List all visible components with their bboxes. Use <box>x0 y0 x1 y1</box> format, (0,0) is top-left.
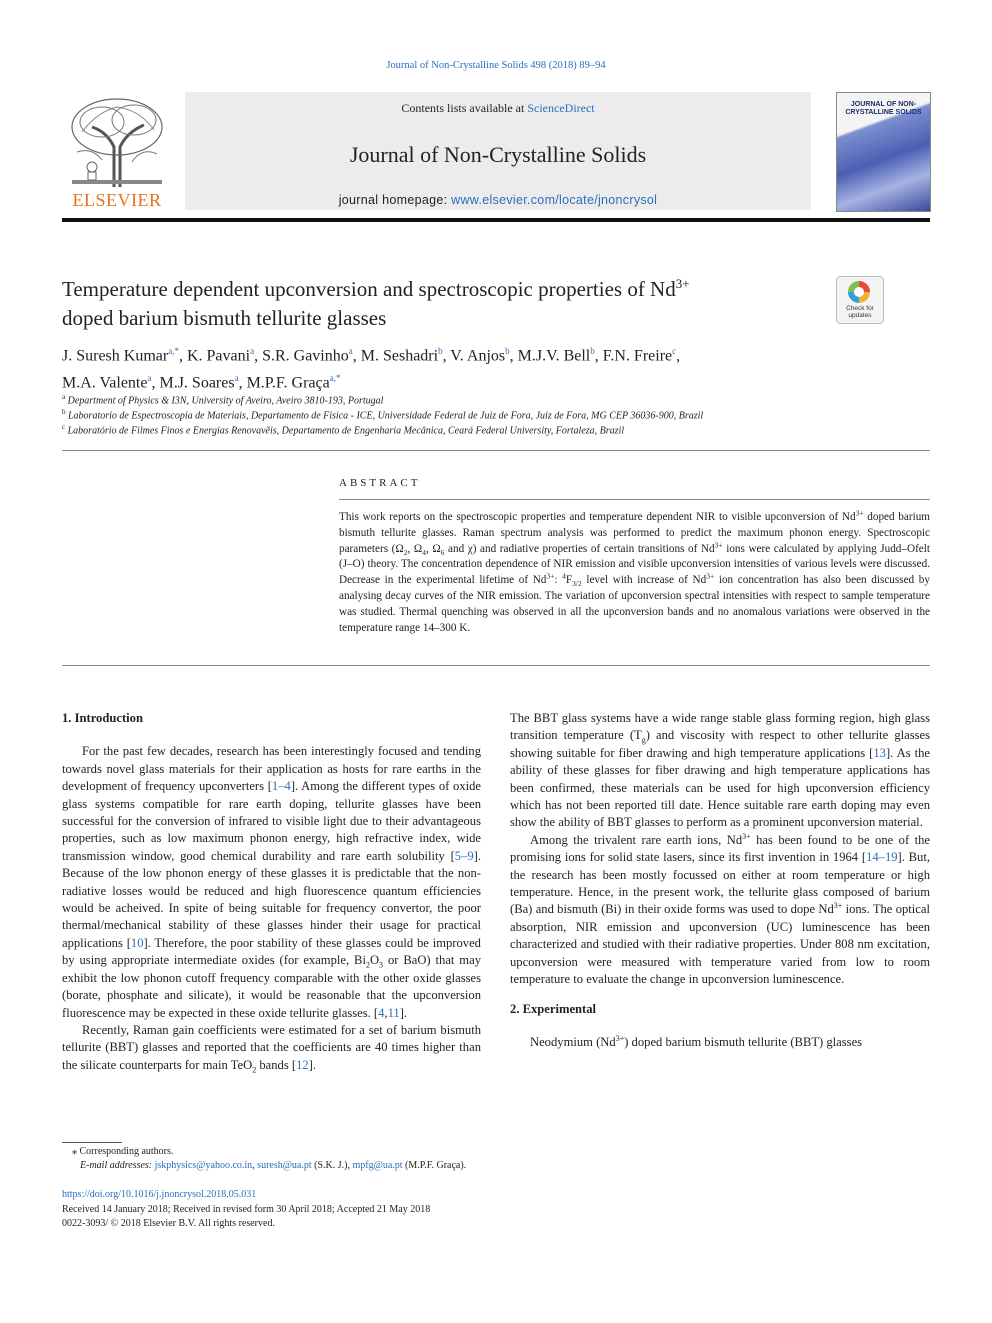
reference-link[interactable]: 12 <box>296 1057 309 1072</box>
email-link[interactable]: suresh@ua.pt <box>257 1160 312 1171</box>
reference-link[interactable]: 10 <box>130 935 144 950</box>
reference-link[interactable]: 1–4 <box>271 779 291 794</box>
homepage-link[interactable]: www.elsevier.com/locate/jnoncrysol <box>451 193 658 207</box>
author-affiliation-mark[interactable]: a,* <box>168 346 179 356</box>
abstract-rule <box>339 499 930 500</box>
author-affiliation-mark[interactable]: a <box>250 346 255 356</box>
reference-link[interactable]: 5–9 <box>454 848 474 863</box>
intro-paragraph-3: The BBT glass systems have a wide range stable glass forming region, high glass transition temperature $(T_g)$ and viscosity with respect to other tellurite glasses showing suitable for fiber drawing and high temperature applications [13]. As the ability of these glasses for fiber drawing and high temperature applications has been confirmed, these materials can be used for high upconversion efficiency which has not been reported till date. Hence suitable rare earth doping may even show the ability of BBT glasses to perform as a prominent upconversion material. <box>510 711 931 830</box>
author-name: M.J.V. Bell <box>517 347 591 365</box>
affiliation-b <box>62 408 922 421</box>
author-name: V. Anjos <box>450 347 506 365</box>
received-dates: Received 14 January 2018; Received in revised form 30 April 2018; Accepted 21 May 2018 <box>62 1203 431 1215</box>
affiliation-text: Laboratorio de Espectroscopia de Materiais, Departamento de Fisica - ICE, Universidade Federal de Juiz de Fora, Juiz de Fora, MG CEP 36036-900, Brazil <box>68 410 704 422</box>
author-affiliation-mark[interactable]: a,* <box>329 373 341 384</box>
experimental-paragraph-1: Neodymium $(Nd^{3+})$ doped barium bismuth tellurite (BBT) glasses <box>530 1033 863 1049</box>
email-link[interactable]: mpfg@ua.pt <box>352 1160 403 1171</box>
author-name: S.R. Gavinho <box>262 347 349 365</box>
copyright: 0022-3093/ © 2018 Elsevier B.V. All rights reserved. <box>62 1218 275 1229</box>
author-affiliation-mark[interactable]: b <box>590 346 595 356</box>
affiliation-text: Laboratório de Filmes Finos e Energias Renovavẽis, Departamento de Engenharia Mecânica, Ceará Federal University, Fortaleza, Brazil <box>67 425 625 437</box>
affiliation-key: b <box>62 408 66 416</box>
reference-link[interactable]: 14–19 <box>866 850 898 865</box>
header-rule <box>62 218 930 222</box>
affiliation-rule <box>62 450 930 451</box>
affiliation-text: Department of Physics & I3N, University of Aveiro, Aveiro 3810-193, Portugal <box>67 395 384 407</box>
intro-paragraph-1: For the past few decades, research has been interestingly focused and tending towards novel glass materials for their application as hosts for rare earths in the development of frequency upconverters [1–4]. Among the different types of oxide glass systems compatible for rare earth doping, tellurite glasses have been successful for the conversion of infrared to visible light due to their advantageous properties, such as low maximum phonon energy, high refractive index, wide transmission window, good chemical durability and rare earth solubility [5–9]. Because of the low phonon energy of these glasses it is predictable that the non-radiative losses would be reduced and high fluorescence quantum efficiencies would be acheived. In spite of being suitable for frequency convertor, the poor thermal/mechanical stability of these glasses hinder their usage for practical applications [10]. Therefore, the poor stability of these glasses could be improved by using appropriate intermediate oxides (for example, $Bi_2O_3$ or BaO) that may exhibit the low phonon cutoff frequency comparable with the other oxide glasses (borate, phosphate and silicate), it would be reasonable that the upconversion fluorescence may be expected in these oxide tellurite glasses. [4,11]. <box>62 744 481 1020</box>
author-name: J. Suresh Kumar <box>62 347 169 365</box>
author-affiliation-mark[interactable]: a <box>234 373 239 384</box>
sciencedirect-link[interactable]: ScienceDirect <box>527 101 595 115</box>
author-name: F.N. Freire <box>602 347 673 365</box>
contents-prefix: Contents lists available at <box>401 101 528 115</box>
title-part1: Temperature dependent upconversion and spectroscopic properties of Nd <box>62 277 676 301</box>
author-separator: , <box>676 347 681 365</box>
author-name: K. Pavani <box>186 347 251 365</box>
authors-line-1 <box>62 340 922 367</box>
affiliation-c <box>62 423 922 436</box>
check-updates-label: Check for updates <box>846 305 874 319</box>
intro-paragraph-4: Among the trivalent rare earth ions, $Nd^{3+}$ has been found to be one of the promising ions for solid state lasers, since its first invention in 1964 [14–19]. But, the research has been mostly focussed on either at room temperature or high temperature. Hence, in the present work, the tellurite glass composed of barium (Ba) and bismuth (Bi) in their oxide forms was used to dope $Nd^{3+}$ ions. The optical absorption, NIR emission and upconversion (UC) luminescence has been characterized and studied with their radiative properties. Under 808 nm excitation, upconversion were measured with temperature varied from low to room temperature to evaluate the change in upconversion luminescence. <box>510 831 930 987</box>
author-affiliation-mark[interactable]: b <box>505 346 510 356</box>
author-list <box>62 340 922 395</box>
intro-paragraph-2: Recently, Raman gain coefficients were estimated for a set of barium bismuth tellurite (BBT) glasses and reported that the coefficients are 40 times higher than the silicate counterparts for main TeO$_2$ bands [12]. <box>62 1022 481 1075</box>
journal-homepage <box>185 193 811 207</box>
doi-link[interactable]: https://doi.org/10.1016/j.jnoncrysol.2018.05.031 <box>62 1189 257 1200</box>
email-line: E-mail addresses: jskphysics@yahoo.co.in, suresh@ua.pt (S.K. J.), mpfg@ua.pt (M.P.F. Graça). <box>80 1160 467 1171</box>
check-for-updates-button[interactable] <box>836 276 884 324</box>
author-separator: , <box>442 347 451 365</box>
author-separator: , <box>352 347 361 365</box>
tree-icon <box>62 92 172 192</box>
journal-cover-image <box>836 92 931 212</box>
section-heading-introduction: 1. Introduction <box>62 711 143 725</box>
author-name: M.P.F. Graça <box>246 374 330 392</box>
corresponding-note: ⁎ Corresponding authors. <box>72 1146 174 1157</box>
affiliation-key: c <box>62 423 66 431</box>
publication-info <box>62 1188 922 1232</box>
column-left <box>62 710 481 1074</box>
email-link[interactable]: jskphysics@yahoo.co.in <box>154 1160 253 1171</box>
author-name: M.J. Soares <box>159 374 235 392</box>
author-separator: , <box>254 347 263 365</box>
journal-name: Journal of Non-Crystalline Solids <box>349 142 647 167</box>
author-separator: , <box>594 347 603 365</box>
journal-citation[interactable]: Journal of Non-Crystalline Solids 498 (2018) 89–94 <box>386 60 606 71</box>
author-separator: , <box>509 347 518 365</box>
author-name: M. Seshadri <box>360 347 439 365</box>
author-name: M.A. Valente <box>62 374 148 392</box>
affiliation-key: a <box>62 393 66 401</box>
homepage-prefix: journal homepage: <box>338 193 452 207</box>
contents-line <box>185 101 811 116</box>
footnote-rule <box>62 1142 122 1143</box>
check-updates-icon <box>848 281 870 303</box>
reference-link[interactable]: 11 <box>387 1005 400 1020</box>
article-title <box>62 269 822 333</box>
title-part2: doped barium bismuth tellurite glasses <box>62 306 387 330</box>
elsevier-wordmark: ELSEVIER <box>72 190 162 210</box>
title-superscript: 3+ <box>675 276 690 291</box>
author-affiliation-mark[interactable]: a <box>348 346 353 356</box>
reference-link[interactable]: 4 <box>378 1005 385 1020</box>
author-affiliation-mark[interactable]: b <box>438 346 443 356</box>
section-heading-experimental: 2. Experimental <box>510 1001 597 1016</box>
affiliation-a <box>62 393 922 406</box>
reference-link[interactable]: 13 <box>873 745 886 760</box>
abstract-bottom-rule <box>62 665 930 666</box>
author-separator: , <box>151 374 160 392</box>
author-affiliation-mark[interactable]: c <box>672 346 677 356</box>
cover-title: JOURNAL OF NON-CRYSTALLINE SOLIDS <box>845 101 922 116</box>
authors-line-2 <box>62 367 922 394</box>
footnotes <box>62 1145 922 1173</box>
author-separator: , <box>178 347 187 365</box>
author-separator: , <box>238 374 247 392</box>
abstract-body: This work reports on the spectroscopic properties and temperature dependent NIR to visible upconversion of $Nd^{3+}$ doped barium bismuth tellurite glasses. Raman spectrum analysis was performed to predict the maximum phonon energy. Spectroscopic parameters ($\Omega_2$, $\Omega_4$, $\Omega_6$ and χ) and radiative properties of certain transitions of $Nd^{3+}$ ions were calculated by applying Judd–Ofelt (J–O) theory. The concentration dependence of NIR emission and visible upconversion intensities of various levels were discussed. Decrease in the experimental lifetime of $Nd^{3+}$: $^4F_{3/2}$ level with increase of $Nd^{3+}$ ion concentration has also been discussed by analysing decay curves of the NIR emission. The variation of upconversion spectral intensities with respect to sample temperature was studied. Thermal quenching was observed in all the upconversion bands and no anomalous variations were observed in the temperature range 14–300 K. <box>339 508 930 634</box>
abstract-heading: ABSTRACT <box>339 477 421 489</box>
column-right <box>510 710 930 1051</box>
author-affiliation-mark[interactable]: a <box>147 373 152 384</box>
